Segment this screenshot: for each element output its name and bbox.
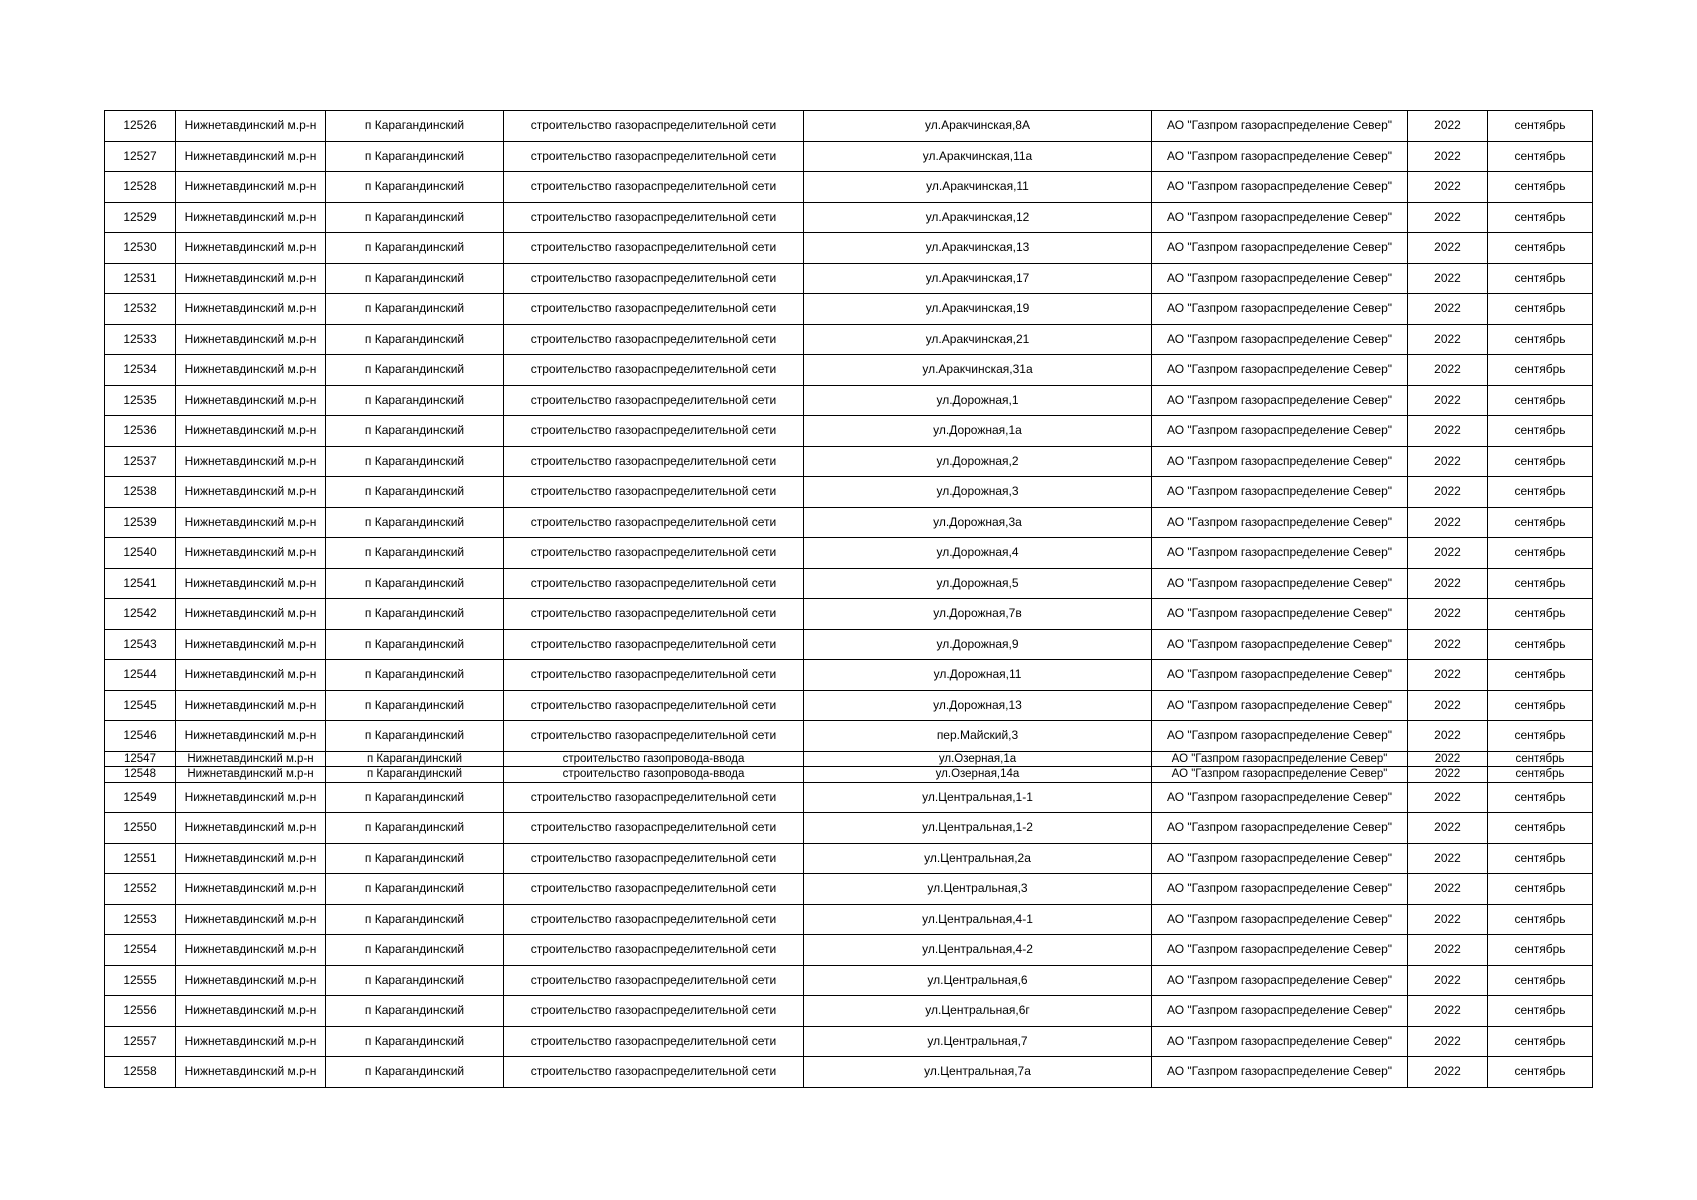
month-cell: сентябрь [1488, 660, 1593, 691]
month-cell: сентябрь [1488, 294, 1593, 325]
address-cell: ул.Дорожная,9 [804, 629, 1152, 660]
work-type-cell: строительство газораспределительной сети [504, 141, 804, 172]
work-type-cell: строительство газораспределительной сети [504, 385, 804, 416]
year-cell: 2022 [1408, 324, 1488, 355]
year-cell: 2022 [1408, 568, 1488, 599]
settlement-cell: п Карагандинский [326, 965, 504, 996]
settlement-cell: п Карагандинский [326, 111, 504, 142]
organization-cell: АО "Газпром газораспределение Север" [1152, 690, 1408, 721]
settlement-cell: п Карагандинский [326, 324, 504, 355]
row-number-cell: 12528 [105, 172, 176, 203]
year-cell: 2022 [1408, 263, 1488, 294]
work-type-cell: строительство газопровода-ввода [504, 767, 804, 783]
table-row [105, 660, 1593, 691]
table-row [105, 111, 1593, 142]
row-number-cell: 12545 [105, 690, 176, 721]
district-cell: Нижнетавдинский м.р-н [176, 996, 326, 1027]
organization-cell: АО "Газпром газораспределение Север" [1152, 1057, 1408, 1088]
organization-cell: АО "Газпром газораспределение Север" [1152, 111, 1408, 142]
address-cell: ул.Дорожная,3а [804, 507, 1152, 538]
settlement-cell: п Карагандинский [326, 843, 504, 874]
organization-cell: АО "Газпром газораспределение Север" [1152, 538, 1408, 569]
organization-cell: АО "Газпром газораспределение Север" [1152, 767, 1408, 783]
settlement-cell: п Карагандинский [326, 1057, 504, 1088]
table-row [105, 767, 1593, 783]
address-cell: ул.Озерная,1а [804, 751, 1152, 767]
district-cell: Нижнетавдинский м.р-н [176, 111, 326, 142]
work-type-cell: строительство газораспределительной сети [504, 233, 804, 264]
organization-cell: АО "Газпром газораспределение Север" [1152, 202, 1408, 233]
organization-cell: АО "Газпром газораспределение Север" [1152, 172, 1408, 203]
work-type-cell: строительство газораспределительной сети [504, 324, 804, 355]
row-number-cell: 12537 [105, 446, 176, 477]
table-row [105, 202, 1593, 233]
settlement-cell: п Карагандинский [326, 599, 504, 630]
address-cell: ул.Центральная,2а [804, 843, 1152, 874]
month-cell: сентябрь [1488, 813, 1593, 844]
district-cell: Нижнетавдинский м.р-н [176, 874, 326, 905]
settlement-cell: п Карагандинский [326, 416, 504, 447]
address-cell: ул.Дорожная,4 [804, 538, 1152, 569]
address-cell: ул.Центральная,3 [804, 874, 1152, 905]
organization-cell: АО "Газпром газораспределение Север" [1152, 629, 1408, 660]
table-row [105, 904, 1593, 935]
address-cell: ул.Аракчинская,21 [804, 324, 1152, 355]
year-cell: 2022 [1408, 202, 1488, 233]
district-cell: Нижнетавдинский м.р-н [176, 1057, 326, 1088]
settlement-cell: п Карагандинский [326, 782, 504, 813]
address-cell: ул.Центральная,6г [804, 996, 1152, 1027]
work-type-cell: строительство газораспределительной сети [504, 629, 804, 660]
month-cell: сентябрь [1488, 416, 1593, 447]
row-number-cell: 12556 [105, 996, 176, 1027]
year-cell: 2022 [1408, 355, 1488, 386]
organization-cell: АО "Газпром газораспределение Север" [1152, 324, 1408, 355]
address-cell: ул.Центральная,1-2 [804, 813, 1152, 844]
settlement-cell: п Карагандинский [326, 813, 504, 844]
table-body [105, 111, 1593, 1088]
organization-cell: АО "Газпром газораспределение Север" [1152, 263, 1408, 294]
settlement-cell: п Карагандинский [326, 233, 504, 264]
district-cell: Нижнетавдинский м.р-н [176, 416, 326, 447]
year-cell: 2022 [1408, 599, 1488, 630]
address-cell: ул.Центральная,4-2 [804, 935, 1152, 966]
table-row [105, 446, 1593, 477]
table-row [105, 690, 1593, 721]
settlement-cell: п Карагандинский [326, 538, 504, 569]
work-type-cell: строительство газораспределительной сети [504, 416, 804, 447]
organization-cell: АО "Газпром газораспределение Север" [1152, 996, 1408, 1027]
address-cell: ул.Дорожная,3 [804, 477, 1152, 508]
table-row [105, 599, 1593, 630]
table-row [105, 385, 1593, 416]
work-type-cell: строительство газораспределительной сети [504, 446, 804, 477]
table-row [105, 538, 1593, 569]
table-row [105, 416, 1593, 447]
address-cell: ул.Аракчинская,13 [804, 233, 1152, 264]
work-type-cell: строительство газораспределительной сети [504, 202, 804, 233]
gas-network-table [104, 110, 1593, 1088]
settlement-cell: п Карагандинский [326, 385, 504, 416]
address-cell: ул.Дорожная,5 [804, 568, 1152, 599]
district-cell: Нижнетавдинский м.р-н [176, 385, 326, 416]
row-number-cell: 12526 [105, 111, 176, 142]
address-cell: ул.Аракчинская,19 [804, 294, 1152, 325]
month-cell: сентябрь [1488, 233, 1593, 264]
address-cell: ул.Аракчинская,8А [804, 111, 1152, 142]
settlement-cell: п Карагандинский [326, 996, 504, 1027]
work-type-cell: строительство газораспределительной сети [504, 782, 804, 813]
work-type-cell: строительство газораспределительной сети [504, 843, 804, 874]
address-cell: ул.Дорожная,1 [804, 385, 1152, 416]
row-number-cell: 12538 [105, 477, 176, 508]
row-number-cell: 12551 [105, 843, 176, 874]
settlement-cell: п Карагандинский [326, 507, 504, 538]
year-cell: 2022 [1408, 751, 1488, 767]
district-cell: Нижнетавдинский м.р-н [176, 904, 326, 935]
month-cell: сентябрь [1488, 782, 1593, 813]
district-cell: Нижнетавдинский м.р-н [176, 965, 326, 996]
table-row [105, 568, 1593, 599]
table-row [105, 813, 1593, 844]
table-row [105, 1057, 1593, 1088]
work-type-cell: строительство газораспределительной сети [504, 111, 804, 142]
organization-cell: АО "Газпром газораспределение Север" [1152, 874, 1408, 905]
year-cell: 2022 [1408, 1026, 1488, 1057]
settlement-cell: п Карагандинский [326, 874, 504, 905]
work-type-cell: строительство газораспределительной сети [504, 263, 804, 294]
address-cell: ул.Центральная,1-1 [804, 782, 1152, 813]
work-type-cell: строительство газораспределительной сети [504, 965, 804, 996]
settlement-cell: п Карагандинский [326, 477, 504, 508]
district-cell: Нижнетавдинский м.р-н [176, 690, 326, 721]
work-type-cell: строительство газораспределительной сети [504, 996, 804, 1027]
year-cell: 2022 [1408, 385, 1488, 416]
district-cell: Нижнетавдинский м.р-н [176, 935, 326, 966]
address-cell: ул.Аракчинская,31а [804, 355, 1152, 386]
organization-cell: АО "Газпром газораспределение Север" [1152, 1026, 1408, 1057]
month-cell: сентябрь [1488, 538, 1593, 569]
district-cell: Нижнетавдинский м.р-н [176, 1026, 326, 1057]
settlement-cell: п Карагандинский [326, 446, 504, 477]
work-type-cell: строительство газораспределительной сети [504, 172, 804, 203]
month-cell: сентябрь [1488, 507, 1593, 538]
district-cell: Нижнетавдинский м.р-н [176, 172, 326, 203]
district-cell: Нижнетавдинский м.р-н [176, 477, 326, 508]
work-type-cell: строительство газораспределительной сети [504, 904, 804, 935]
organization-cell: АО "Газпром газораспределение Север" [1152, 416, 1408, 447]
row-number-cell: 12541 [105, 568, 176, 599]
organization-cell: АО "Газпром газораспределение Север" [1152, 782, 1408, 813]
settlement-cell: п Карагандинский [326, 294, 504, 325]
row-number-cell: 12530 [105, 233, 176, 264]
row-number-cell: 12532 [105, 294, 176, 325]
table-row [105, 782, 1593, 813]
month-cell: сентябрь [1488, 568, 1593, 599]
address-cell: ул.Дорожная,1а [804, 416, 1152, 447]
work-type-cell: строительство газораспределительной сети [504, 538, 804, 569]
month-cell: сентябрь [1488, 202, 1593, 233]
table-row [105, 172, 1593, 203]
settlement-cell: п Карагандинский [326, 263, 504, 294]
month-cell: сентябрь [1488, 385, 1593, 416]
year-cell: 2022 [1408, 767, 1488, 783]
year-cell: 2022 [1408, 935, 1488, 966]
row-number-cell: 12527 [105, 141, 176, 172]
organization-cell: АО "Газпром газораспределение Север" [1152, 935, 1408, 966]
district-cell: Нижнетавдинский м.р-н [176, 355, 326, 386]
month-cell: сентябрь [1488, 477, 1593, 508]
organization-cell: АО "Газпром газораспределение Север" [1152, 599, 1408, 630]
organization-cell: АО "Газпром газораспределение Север" [1152, 843, 1408, 874]
table-row [105, 751, 1593, 767]
organization-cell: АО "Газпром газораспределение Север" [1152, 507, 1408, 538]
table-row [105, 629, 1593, 660]
table-row [105, 141, 1593, 172]
district-cell: Нижнетавдинский м.р-н [176, 599, 326, 630]
year-cell: 2022 [1408, 141, 1488, 172]
year-cell: 2022 [1408, 416, 1488, 447]
year-cell: 2022 [1408, 1057, 1488, 1088]
work-type-cell: строительство газораспределительной сети [504, 355, 804, 386]
row-number-cell: 12552 [105, 874, 176, 905]
row-number-cell: 12553 [105, 904, 176, 935]
year-cell: 2022 [1408, 721, 1488, 752]
settlement-cell: п Карагандинский [326, 721, 504, 752]
address-cell: ул.Центральная,7а [804, 1057, 1152, 1088]
table-row [105, 1026, 1593, 1057]
organization-cell: АО "Газпром газораспределение Север" [1152, 904, 1408, 935]
work-type-cell: строительство газораспределительной сети [504, 813, 804, 844]
year-cell: 2022 [1408, 294, 1488, 325]
address-cell: ул.Дорожная,2 [804, 446, 1152, 477]
district-cell: Нижнетавдинский м.р-н [176, 141, 326, 172]
year-cell: 2022 [1408, 813, 1488, 844]
month-cell: сентябрь [1488, 629, 1593, 660]
year-cell: 2022 [1408, 843, 1488, 874]
address-cell: ул.Аракчинская,11 [804, 172, 1152, 203]
row-number-cell: 12543 [105, 629, 176, 660]
row-number-cell: 12534 [105, 355, 176, 386]
settlement-cell: п Карагандинский [326, 1026, 504, 1057]
table-row [105, 843, 1593, 874]
organization-cell: АО "Газпром газораспределение Север" [1152, 660, 1408, 691]
table-row [105, 996, 1593, 1027]
year-cell: 2022 [1408, 538, 1488, 569]
month-cell: сентябрь [1488, 1057, 1593, 1088]
organization-cell: АО "Газпром газораспределение Север" [1152, 233, 1408, 264]
organization-cell: АО "Газпром газораспределение Север" [1152, 477, 1408, 508]
district-cell: Нижнетавдинский м.р-н [176, 263, 326, 294]
year-cell: 2022 [1408, 782, 1488, 813]
table-row [105, 324, 1593, 355]
settlement-cell: п Карагандинский [326, 355, 504, 386]
organization-cell: АО "Газпром газораспределение Север" [1152, 446, 1408, 477]
row-number-cell: 12550 [105, 813, 176, 844]
row-number-cell: 12549 [105, 782, 176, 813]
year-cell: 2022 [1408, 965, 1488, 996]
month-cell: сентябрь [1488, 904, 1593, 935]
year-cell: 2022 [1408, 111, 1488, 142]
work-type-cell: строительство газораспределительной сети [504, 599, 804, 630]
settlement-cell: п Карагандинский [326, 660, 504, 691]
organization-cell: АО "Газпром газораспределение Север" [1152, 721, 1408, 752]
district-cell: Нижнетавдинский м.р-н [176, 233, 326, 264]
year-cell: 2022 [1408, 446, 1488, 477]
month-cell: сентябрь [1488, 874, 1593, 905]
row-number-cell: 12542 [105, 599, 176, 630]
address-cell: ул.Аракчинская,17 [804, 263, 1152, 294]
table-row [105, 294, 1593, 325]
table-row [105, 263, 1593, 294]
month-cell: сентябрь [1488, 965, 1593, 996]
settlement-cell: п Карагандинский [326, 172, 504, 203]
year-cell: 2022 [1408, 660, 1488, 691]
table-row [105, 507, 1593, 538]
row-number-cell: 12539 [105, 507, 176, 538]
month-cell: сентябрь [1488, 843, 1593, 874]
year-cell: 2022 [1408, 874, 1488, 905]
work-type-cell: строительство газораспределительной сети [504, 874, 804, 905]
month-cell: сентябрь [1488, 767, 1593, 783]
work-type-cell: строительство газораспределительной сети [504, 294, 804, 325]
settlement-cell: п Карагандинский [326, 935, 504, 966]
organization-cell: АО "Газпром газораспределение Север" [1152, 355, 1408, 386]
district-cell: Нижнетавдинский м.р-н [176, 294, 326, 325]
month-cell: сентябрь [1488, 263, 1593, 294]
row-number-cell: 12557 [105, 1026, 176, 1057]
row-number-cell: 12536 [105, 416, 176, 447]
row-number-cell: 12547 [105, 751, 176, 767]
row-number-cell: 12555 [105, 965, 176, 996]
month-cell: сентябрь [1488, 721, 1593, 752]
table-row [105, 935, 1593, 966]
settlement-cell: п Карагандинский [326, 904, 504, 935]
address-cell: ул.Центральная,4-1 [804, 904, 1152, 935]
address-cell: ул.Озерная,14а [804, 767, 1152, 783]
table-row [105, 355, 1593, 386]
work-type-cell: строительство газораспределительной сети [504, 568, 804, 599]
year-cell: 2022 [1408, 477, 1488, 508]
row-number-cell: 12554 [105, 935, 176, 966]
year-cell: 2022 [1408, 507, 1488, 538]
row-number-cell: 12546 [105, 721, 176, 752]
month-cell: сентябрь [1488, 172, 1593, 203]
table-row [105, 874, 1593, 905]
year-cell: 2022 [1408, 690, 1488, 721]
address-cell: ул.Дорожная,13 [804, 690, 1152, 721]
work-type-cell: строительство газораспределительной сети [504, 690, 804, 721]
year-cell: 2022 [1408, 172, 1488, 203]
settlement-cell: п Карагандинский [326, 690, 504, 721]
organization-cell: АО "Газпром газораспределение Север" [1152, 385, 1408, 416]
month-cell: сентябрь [1488, 690, 1593, 721]
row-number-cell: 12533 [105, 324, 176, 355]
address-cell: ул.Дорожная,11 [804, 660, 1152, 691]
settlement-cell: п Карагандинский [326, 202, 504, 233]
month-cell: сентябрь [1488, 751, 1593, 767]
work-type-cell: строительство газораспределительной сети [504, 477, 804, 508]
district-cell: Нижнетавдинский м.р-н [176, 767, 326, 783]
month-cell: сентябрь [1488, 111, 1593, 142]
row-number-cell: 12529 [105, 202, 176, 233]
address-cell: пер.Майский,3 [804, 721, 1152, 752]
settlement-cell: п Карагандинский [326, 629, 504, 660]
settlement-cell: п Карагандинский [326, 767, 504, 783]
settlement-cell: п Карагандинский [326, 141, 504, 172]
district-cell: Нижнетавдинский м.р-н [176, 751, 326, 767]
district-cell: Нижнетавдинский м.р-н [176, 507, 326, 538]
district-cell: Нижнетавдинский м.р-н [176, 202, 326, 233]
month-cell: сентябрь [1488, 355, 1593, 386]
address-cell: ул.Аракчинская,12 [804, 202, 1152, 233]
year-cell: 2022 [1408, 904, 1488, 935]
work-type-cell: строительство газораспределительной сети [504, 1026, 804, 1057]
settlement-cell: п Карагандинский [326, 568, 504, 599]
organization-cell: АО "Газпром газораспределение Север" [1152, 141, 1408, 172]
table-row [105, 965, 1593, 996]
work-type-cell: строительство газопровода-ввода [504, 751, 804, 767]
address-cell: ул.Дорожная,7в [804, 599, 1152, 630]
district-cell: Нижнетавдинский м.р-н [176, 843, 326, 874]
month-cell: сентябрь [1488, 324, 1593, 355]
year-cell: 2022 [1408, 629, 1488, 660]
district-cell: Нижнетавдинский м.р-н [176, 568, 326, 599]
work-type-cell: строительство газораспределительной сети [504, 507, 804, 538]
table-row [105, 721, 1593, 752]
district-cell: Нижнетавдинский м.р-н [176, 660, 326, 691]
district-cell: Нижнетавдинский м.р-н [176, 324, 326, 355]
address-cell: ул.Аракчинская,11а [804, 141, 1152, 172]
work-type-cell: строительство газораспределительной сети [504, 935, 804, 966]
table-row [105, 233, 1593, 264]
work-type-cell: строительство газораспределительной сети [504, 721, 804, 752]
row-number-cell: 12544 [105, 660, 176, 691]
district-cell: Нижнетавдинский м.р-н [176, 538, 326, 569]
address-cell: ул.Центральная,7 [804, 1026, 1152, 1057]
district-cell: Нижнетавдинский м.р-н [176, 721, 326, 752]
row-number-cell: 12531 [105, 263, 176, 294]
settlement-cell: п Карагандинский [326, 751, 504, 767]
organization-cell: АО "Газпром газораспределение Север" [1152, 813, 1408, 844]
month-cell: сентябрь [1488, 141, 1593, 172]
organization-cell: АО "Газпром газораспределение Север" [1152, 751, 1408, 767]
row-number-cell: 12548 [105, 767, 176, 783]
table-row [105, 477, 1593, 508]
work-type-cell: строительство газораспределительной сети [504, 1057, 804, 1088]
row-number-cell: 12558 [105, 1057, 176, 1088]
district-cell: Нижнетавдинский м.р-н [176, 446, 326, 477]
row-number-cell: 12540 [105, 538, 176, 569]
work-type-cell: строительство газораспределительной сети [504, 660, 804, 691]
district-cell: Нижнетавдинский м.р-н [176, 782, 326, 813]
row-number-cell: 12535 [105, 385, 176, 416]
organization-cell: АО "Газпром газораспределение Север" [1152, 568, 1408, 599]
year-cell: 2022 [1408, 996, 1488, 1027]
month-cell: сентябрь [1488, 1026, 1593, 1057]
district-cell: Нижнетавдинский м.р-н [176, 629, 326, 660]
organization-cell: АО "Газпром газораспределение Север" [1152, 965, 1408, 996]
year-cell: 2022 [1408, 233, 1488, 264]
organization-cell: АО "Газпром газораспределение Север" [1152, 294, 1408, 325]
month-cell: сентябрь [1488, 935, 1593, 966]
district-cell: Нижнетавдинский м.р-н [176, 813, 326, 844]
address-cell: ул.Центральная,6 [804, 965, 1152, 996]
month-cell: сентябрь [1488, 446, 1593, 477]
month-cell: сентябрь [1488, 996, 1593, 1027]
month-cell: сентябрь [1488, 599, 1593, 630]
